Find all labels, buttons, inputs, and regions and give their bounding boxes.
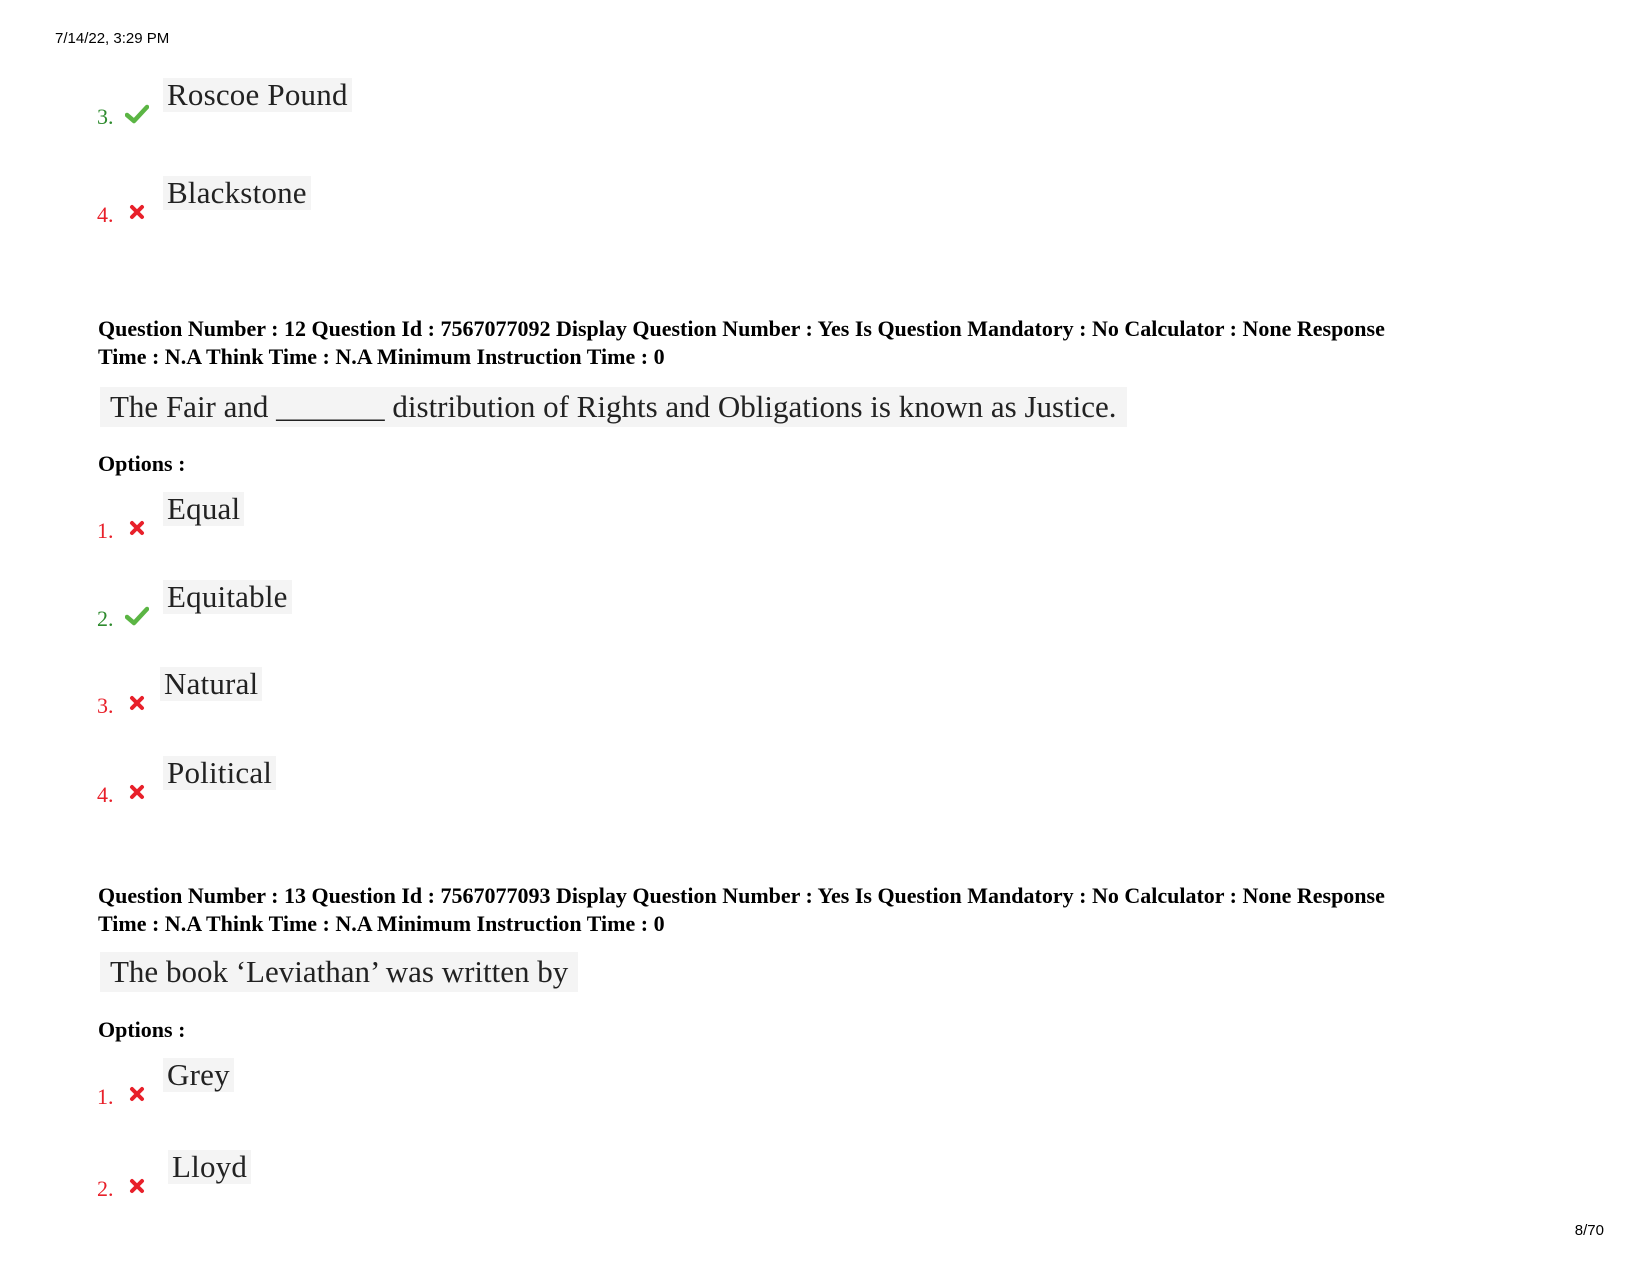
option-item <box>97 1058 697 1108</box>
page-number: 8/70 <box>1574 1222 1604 1239</box>
option-text: Roscoe Pound <box>163 78 352 112</box>
option-number: 2. <box>97 1176 114 1201</box>
option-item <box>97 492 697 542</box>
option-text: Equitable <box>163 580 292 614</box>
question-meta <box>98 882 1598 938</box>
cross-icon <box>125 782 149 802</box>
option-number: 3. <box>97 104 114 129</box>
option-text: Equal <box>163 492 244 526</box>
cross-icon <box>125 1084 149 1104</box>
check-icon <box>125 104 149 124</box>
option-item <box>97 1150 697 1200</box>
question-text: The Fair and _______ distribution of Rights and Obligations is known as Justice. <box>100 387 1127 427</box>
option-number: 4. <box>97 782 114 807</box>
option-number: 1. <box>97 518 114 543</box>
option-text: Lloyd <box>168 1150 251 1184</box>
option-text: Blackstone <box>163 176 311 210</box>
option-item <box>97 756 697 806</box>
option-item <box>97 580 697 630</box>
option-item <box>97 78 697 128</box>
cross-icon <box>125 693 149 713</box>
option-text: Natural <box>160 667 262 701</box>
question-meta-line: Question Number : 13 Question Id : 7567077093 Display Question Number : Yes Is Question Mandatory : No Calculator : None Response <box>98 883 1385 908</box>
question-meta-line: Question Number : 12 Question Id : 7567077092 Display Question Number : Yes Is Question Mandatory : No Calculator : None Response <box>98 316 1385 341</box>
option-number: 2. <box>97 606 114 631</box>
cross-icon <box>125 1176 149 1196</box>
question-meta-line: Time : N.A Think Time : N.A Minimum Instruction Time : 0 <box>98 911 665 936</box>
option-item <box>97 667 697 717</box>
question-text: The book ‘Leviathan’ was written by <box>100 952 578 992</box>
option-text: Political <box>163 756 276 790</box>
options-label: Options : <box>98 451 186 476</box>
option-number: 4. <box>97 202 114 227</box>
question-meta <box>98 315 1598 371</box>
options-label: Options : <box>98 1017 186 1042</box>
option-text: Grey <box>163 1058 234 1092</box>
cross-icon <box>125 202 149 222</box>
cross-icon <box>125 518 149 538</box>
option-item <box>97 176 697 226</box>
print-timestamp: 7/14/22, 3:29 PM <box>55 30 170 47</box>
check-icon <box>125 606 149 626</box>
option-number: 1. <box>97 1084 114 1109</box>
question-meta-line: Time : N.A Think Time : N.A Minimum Instruction Time : 0 <box>98 344 665 369</box>
option-number: 3. <box>97 693 114 718</box>
